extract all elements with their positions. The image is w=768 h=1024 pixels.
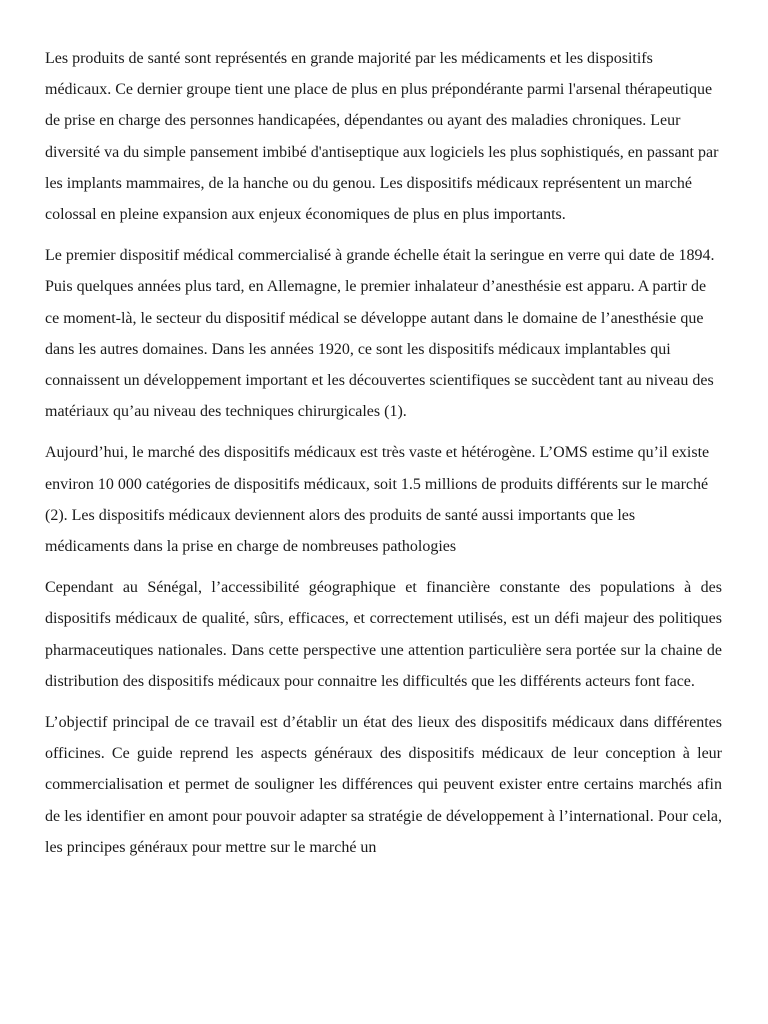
- paragraph-history: Le premier dispositif médical commercialisé à grande échelle était la seringue en verre qui date de 1894. Puis quelques années plus tard, en Allemagne, le premier inhalateur d’anesthésie est apparu. A partir de ce moment-là, le secteur du dispositif médical se développe autant dans le domaine de l’anesthésie que dans les autres domaines. Dans les années 1920, ce sont les dispositifs médicaux implantables qui connaissent un développement important et les découvertes scientifiques se succèdent tant au niveau des matériaux qu’au niveau des techniques chirurgicales (1).: [45, 247, 715, 421]
- paragraph-market: Aujourd’hui, le marché des dispositifs médicaux est très vaste et hétérogène. L’OMS estime qu’il existe environ 10 000 catégories de dispositifs médicaux, soit 1.5 millions de produits différents sur le marché (2). Les dispositifs médicaux deviennent alors des produits de santé aussi importants que les médicaments dans la prise en charge de nombreuses pathologies: [45, 444, 710, 556]
- document-page: [45, 43, 722, 873]
- paragraph-senegal: Cependant au Sénégal, l’accessibilité géographique et financière constante des populations à des dispositifs médicaux de qualité, sûrs, efficaces, et correctement utilisés, est un défi majeur des politiques pharmaceutiques nationales. Dans cette perspective une attention particulière sera portée sur la chaine de distribution des dispositifs médicaux pour connaitre les difficultés que les différents acteurs font face.: [45, 579, 722, 690]
- paragraph-objective: L’objectif principal de ce travail est d’établir un état des lieux des dispositifs médicaux dans différentes officines. Ce guide reprend les aspects généraux des dispositifs médicaux de leur conception à leur commercialisation et permet de souligner les différences qui peuvent exister entre certains marchés afin de les identifier en amont pour pouvoir adapter sa stratégie de développement à l’international. Pour cela, les principes généraux pour mettre sur le marché un: [45, 714, 722, 856]
- paragraph-intro: Les produits de santé sont représentés en grande majorité par les médicaments et les dispositifs médicaux. Ce dernier groupe tient une place de plus en plus prépondérante parmi l'arsenal thérapeutique de prise en charge des personnes handicapées, dépendantes ou ayant des maladies chroniques. Leur diversité va du simple pansement imbibé d'antiseptique aux logiciels les plus sophistiqués, en passant par les implants mammaires, de la hanche ou du genou. Les dispositifs médicaux représentent un marché colossal en pleine expansion aux enjeux économiques de plus en plus importants.: [45, 50, 719, 224]
